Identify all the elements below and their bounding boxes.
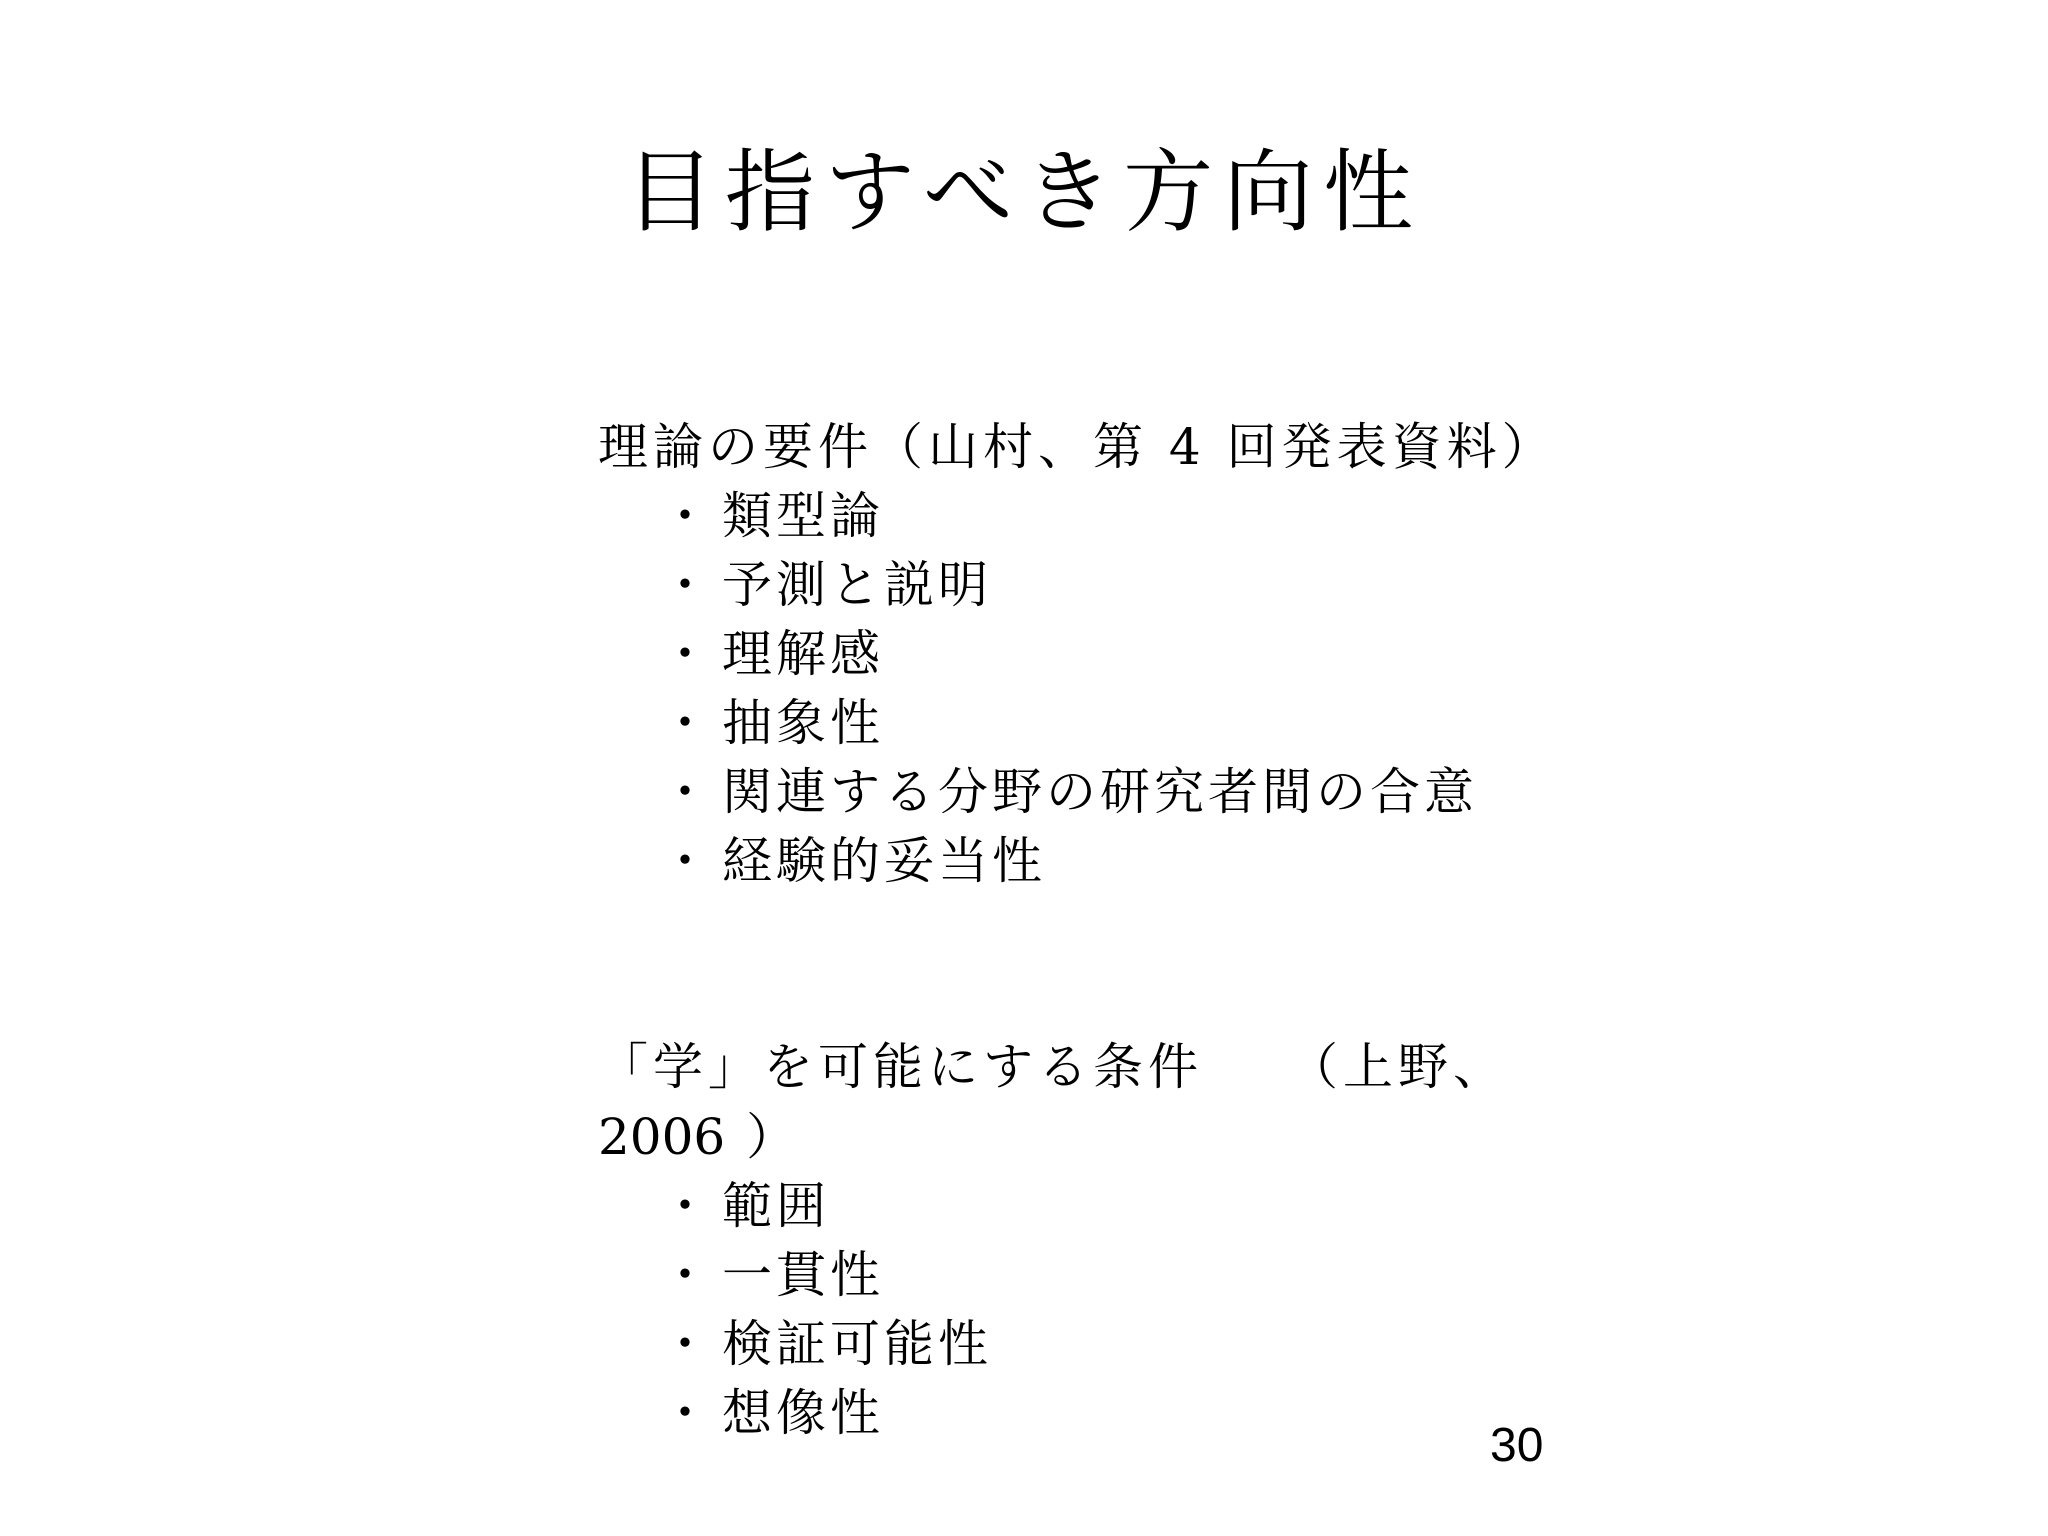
list-item (598, 620, 1568, 689)
heading-year: 2006 (598, 1108, 726, 1166)
list-item-text: 抽象性 (722, 694, 884, 752)
list-item (598, 551, 1568, 620)
bullet-icon: ・ (660, 694, 714, 752)
list-item (598, 1379, 1568, 1448)
discipline-conditions-list (598, 1172, 1568, 1448)
discipline-conditions-heading (598, 1032, 1568, 1172)
list-item (598, 758, 1568, 827)
heading-prefix: 理論の要件（山村、第 (598, 418, 1148, 476)
list-item (598, 827, 1568, 896)
list-item (598, 482, 1568, 551)
bullet-icon: ・ (660, 1246, 714, 1304)
list-item (598, 1241, 1568, 1310)
bullet-icon: ・ (660, 1177, 714, 1235)
slide-title: 目指すべき方向性 (624, 140, 1424, 245)
list-item-text: 類型論 (722, 487, 884, 545)
theory-requirements-section (598, 412, 1568, 896)
bullet-icon: ・ (660, 487, 714, 545)
list-item-text: 検証可能性 (722, 1315, 992, 1373)
list-item-text: 一貫性 (722, 1246, 884, 1304)
bullet-icon: ・ (660, 1384, 714, 1442)
discipline-conditions-section (598, 1032, 1568, 1448)
list-item-text: 想像性 (722, 1384, 884, 1442)
bullet-icon: ・ (660, 625, 714, 683)
bullet-icon: ・ (660, 556, 714, 614)
theory-requirements-list (598, 482, 1568, 896)
theory-requirements-heading (598, 412, 1568, 482)
heading-line1: 「学」を可能にする条件 （上野、 (598, 1038, 1508, 1096)
list-item (598, 1172, 1568, 1241)
list-item-text: 理解感 (722, 625, 884, 683)
list-item-text: 経験的妥当性 (722, 832, 1046, 890)
bullet-icon: ・ (660, 1315, 714, 1373)
heading-close: ） (746, 1108, 802, 1166)
bullet-icon: ・ (660, 832, 714, 890)
list-item (598, 689, 1568, 758)
heading-number: 4 (1148, 418, 1227, 476)
list-item-text: 範囲 (722, 1177, 830, 1235)
list-item (598, 1310, 1568, 1379)
list-item-text: 関連する分野の研究者間の合意 (722, 763, 1478, 821)
heading-suffix: 回発表資料） (1226, 418, 1557, 476)
page-number: 30 (1490, 1419, 1544, 1472)
list-item-text: 予測と説明 (722, 556, 992, 614)
bullet-icon: ・ (660, 763, 714, 821)
